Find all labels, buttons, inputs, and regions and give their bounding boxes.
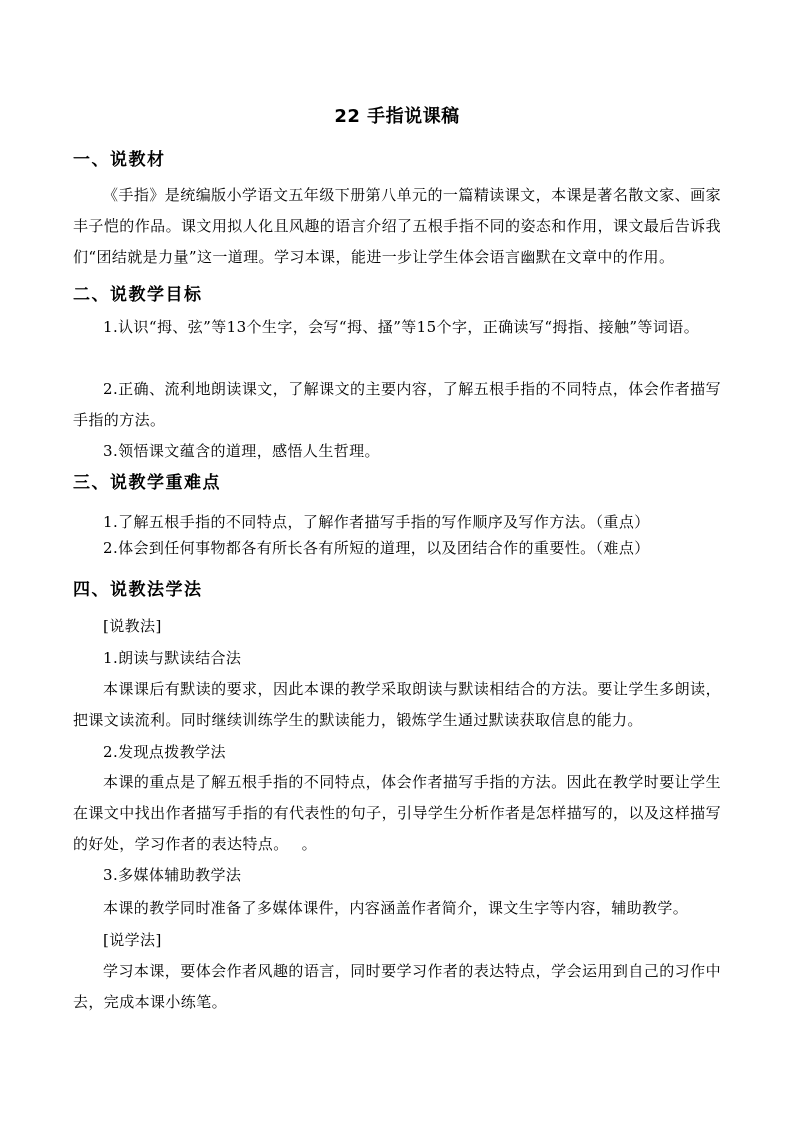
document-title: 22 手指说课稿	[334, 106, 460, 127]
method-3-body: 本课的教学同时准备了多媒体课件，内容涵盖作者简介，课文生字等内容，辅助教学。	[103, 899, 689, 917]
key-point-1: 1.了解五根手指的不同特点，了解作者描写手指的写作顺序及写作方法。（重点）	[103, 513, 650, 531]
section-heading-goals: 二、说教学目标	[73, 285, 203, 305]
method-1-title: 1.朗读与默读结合法	[103, 649, 242, 667]
key-point-2: 2.体会到任何事物都各有所长各有所短的道理，以及团结合作的重要性。（难点）	[103, 539, 650, 557]
method-3-title: 3.多媒体辅助教学法	[103, 866, 242, 884]
goal-item-1: 1.认识“拇、弦”等13个生字，会写“拇、搔”等15个字，正确读写“拇指、接触”等词语。	[103, 318, 700, 336]
teach-method-label: [说教法]	[103, 617, 162, 635]
goal-item-2: 2.正确、流利地朗读课文，了解课文的主要内容，了解五根手指的不同特点，体会作者描写手指的方法。	[73, 380, 721, 429]
section-heading-key-points: 三、说教学重难点	[73, 473, 221, 493]
method-2-body: 本课的重点是了解五根手指的不同特点，体会作者描写手指的方法。因此在教学时要让学生在课文中找出作者描写手指的有代表性的句子，引导学生分析作者是怎样描写的，以及这样描写的好处，学习作者的表达特点。 。	[73, 773, 721, 853]
section-heading-methods: 四、说教法学法	[73, 580, 203, 600]
method-2-title: 2.发现点拨教学法	[103, 743, 226, 761]
section-heading-textbook: 一、说教材	[73, 150, 166, 170]
learn-method-label: [说学法]	[103, 931, 162, 949]
textbook-paragraph: 《手指》是统编版小学语文五年级下册第八单元的一篇精读课文，本课是著名散文家、画家丰子恺的作品。课文用拟人化且风趣的语言介绍了五根手指不同的姿态和作用，课文最后告诉我们“团结就是力量”这一道理。学习本课，能进一步让学生体会语言幽默在文章中的作用。	[73, 186, 721, 266]
goal-item-3: 3.领悟课文蕴含的道理，感悟人生哲理。	[103, 442, 380, 460]
learn-method-body: 学习本课，要体会作者风趣的语言，同时要学习作者的表达特点，学会运用到自己的习作中去，完成本课小练笔。	[73, 962, 721, 1011]
method-1-body: 本课课后有默读的要求，因此本课的教学采取朗读与默读相结合的方法。要让学生多朗读，把课文读流利。同时继续训练学生的默读能力，锻炼学生通过默读获取信息的能力。	[73, 680, 721, 729]
